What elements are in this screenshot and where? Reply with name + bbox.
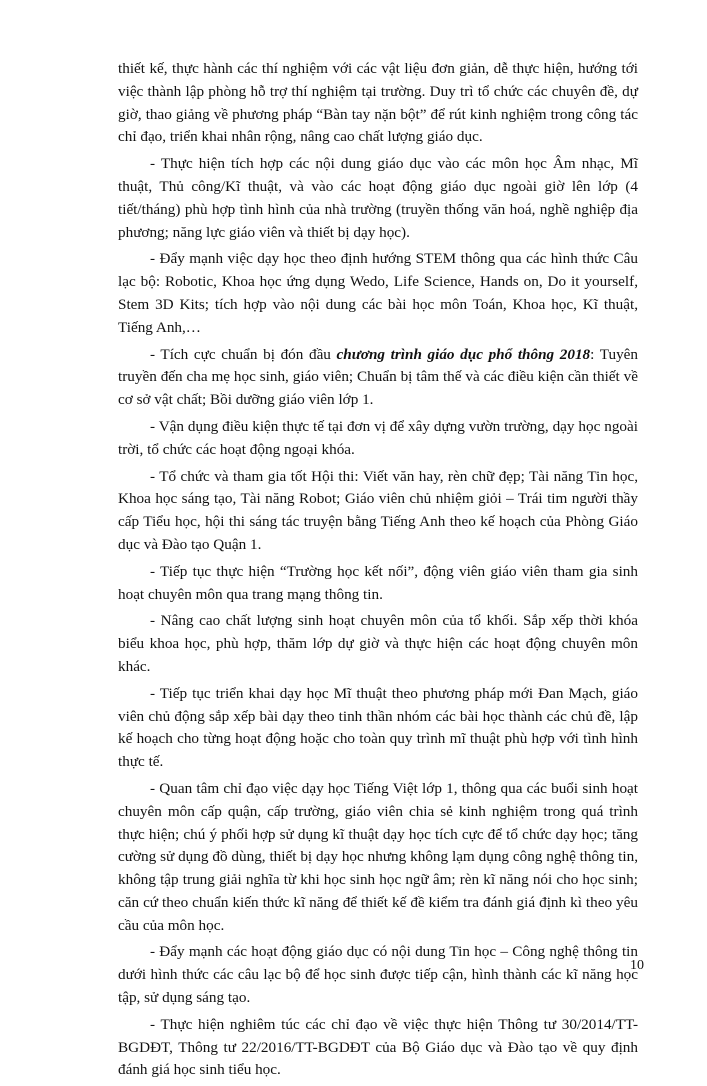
paragraph-stem: - Đẩy mạnh việc dạy học theo định hướng STEM thông qua các hình thức Câu lạc bộ: Robotic, Khoa học ứng dụng Wedo, Life Science, Hands on, Do it yourself, Stem 3D Kits; tích hợp vào nội dung các bài học môn Toán, Khoa học, Kĩ thuật, Tiếng Anh,…: [118, 250, 638, 336]
paragraph-intro-continuation: thiết kế, thực hành các thí nghiệm với các vật liệu đơn giản, dễ thực hiện, hướng tới việc thành lập phòng hỗ trợ thí nghiệm tại trường. Duy trì tổ chức các chuyên đề, dự giờ, thao giảng về phương pháp “Bàn tay nặn bột” để rút kinh nghiệm trong công tác chỉ đạo, triển khai nhân rộng, nâng cao chất lượng giáo dục.: [118, 60, 638, 146]
paragraph-curriculum-2018: [118, 344, 638, 412]
paragraph-professional-quality: - Nâng cao chất lượng sinh hoạt chuyên môn của tổ khối. Sắp xếp thời khóa biểu khoa học, phù hợp, thăm lớp dự giờ và thực hiện các hoạt động chuyên môn khác.: [118, 612, 638, 675]
paragraph-contests: - Tổ chức và tham gia tốt Hội thi: Viết văn hay, rèn chữ đẹp; Tài năng Tin học, Khoa học sáng tạo, Tài năng Robot; Giáo viên chủ nhiệm giỏi – Trái tim người thầy cấp Tiểu học, hội thi sáng tác truyện bằng Tiếng Anh theo kế hoạch của Phòng Giáo dục và Đào tạo Quận 1.: [118, 467, 638, 553]
body-text: [118, 58, 638, 1086]
paragraph-circulars: - Thực hiện nghiêm túc các chỉ đạo về việc thực hiện Thông tư 30/2014/TT-BGDĐT, Thông tư 22/2016/TT-BGDĐT của Bộ Giáo dục và Đào tạo về quy định đánh giá học sinh tiểu học.: [118, 1015, 638, 1079]
paragraph-integration: - Thực hiện tích hợp các nội dung giáo dục vào các môn học Âm nhạc, Mĩ thuật, Thủ công/Kĩ thuật, và vào các hoạt động giáo dục ngoài giờ lên lớp (4 tiết/tháng) phù hợp tình hình của nhà trường (truyền thống văn hoá, nghề nghiệp địa phương; năng lực giáo viên và thiết bị dạy học).: [118, 155, 638, 241]
paragraph-curriculum-2018-after: : Tuyên truyền đến cha mẹ học sinh, giáo viên; Chuẩn bị tâm thế và các điều kiện cần thiết về cơ sở vật chất; Bồi dưỡng giáo viên lớp 1.: [118, 345, 638, 409]
paragraph-curriculum-2018-before: - Tích cực chuẩn bị đón đầu: [150, 345, 337, 363]
paragraph-it: - Đẩy mạnh các hoạt động giáo dục có nội dung Tin học – Công nghệ thông tin dưới hình thức các câu lạc bộ để học sinh được tiếp cận, hình thành các kĩ năng học tập, sử dụng sáng tạo.: [118, 943, 638, 1007]
paragraph-school-garden: - Vận dụng điều kiện thực tế tại đơn vị để xây dựng vườn trường, dạy học ngoài trời, tổ chức các hoạt động ngoại khóa.: [118, 417, 638, 458]
paragraph-fine-arts: - Tiếp tục triển khai dạy học Mĩ thuật theo phương pháp mới Đan Mạch, giáo viên chủ động sắp xếp bài dạy theo tinh thần nhóm các bài học thành các chủ đề, lập kế hoạch cho từng hoạt động hoặc cho toàn quy trình mĩ thuật phù hợp với tình hình thực tế.: [118, 684, 638, 771]
page-number: 10: [630, 958, 644, 973]
paragraph-connected-school: - Tiếp tục thực hiện “Trường học kết nối”, động viên giáo viên tham gia sinh hoạt chuyên môn qua trang mạng thông tin.: [118, 562, 638, 603]
paragraph-vietnamese-grade1: - Quan tâm chỉ đạo việc dạy học Tiếng Việt lớp 1, thông qua các buổi sinh hoạt chuyên môn cấp quận, cấp trường, giáo viên chia sẻ kinh nghiệm trong quá trình thực hiện; chú ý phối hợp sử dụng kĩ thuật dạy học tích cực để tổ chức dạy học; tăng cường sử dụng đồ dùng, thiết bị dạy học nhưng không lạm dụng công nghệ thông tin, không tập trung giải nghĩa từ khi học sinh học ngữ âm; rèn kĩ năng nói cho học sinh; căn cứ theo chuẩn kiến thức kĩ năng để thiết kế đề kiểm tra đánh giá định kì theo yêu cầu của môn học.: [118, 779, 638, 934]
emphasis-curriculum-2018: chương trình giáo dục phổ thông 2018: [336, 345, 591, 363]
